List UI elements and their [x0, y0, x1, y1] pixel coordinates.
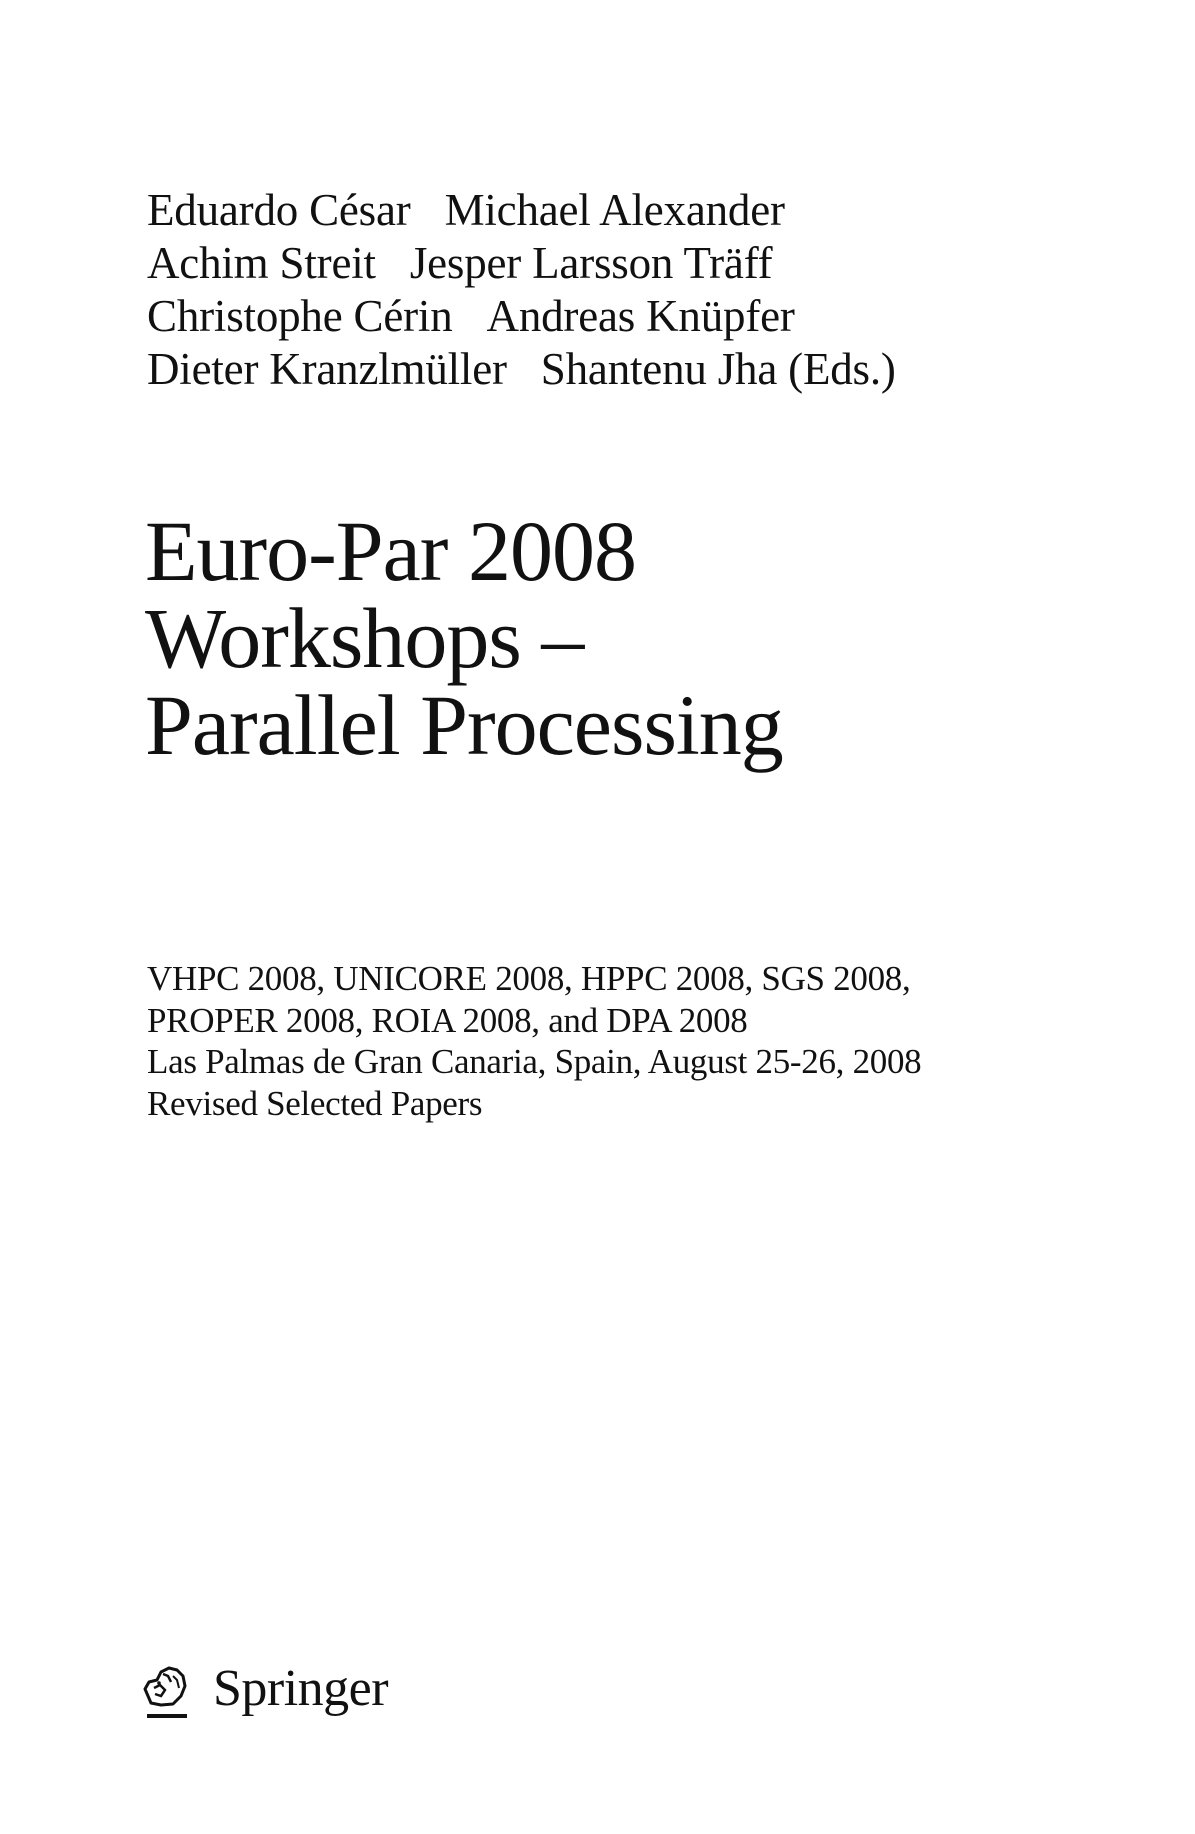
editor-name: Michael Alexander: [444, 185, 785, 235]
book-subtitle: [147, 958, 1157, 1124]
publisher-name: Springer: [213, 1660, 389, 1717]
book-title: [145, 503, 1105, 773]
editor-name: Christophe Cérin: [147, 291, 453, 341]
book-title-line-3: Parallel Processing: [145, 677, 783, 773]
editor-name: Eduardo César: [147, 185, 411, 235]
subtitle-line-4: Revised Selected Papers: [147, 1083, 483, 1123]
editor-name: Dieter Kranzlmüller: [147, 344, 507, 394]
book-title-line-2: Workshops –: [145, 590, 584, 686]
book-title-line-1: Euro-Par 2008: [145, 503, 636, 599]
springer-horse-logo-icon: [137, 1658, 199, 1720]
subtitle-line-2: PROPER 2008, ROIA 2008, and DPA 2008: [147, 1000, 748, 1040]
subtitle-line-1: VHPC 2008, UNICORE 2008, HPPC 2008, SGS 2008,: [147, 959, 911, 998]
editor-name: Andreas Knüpfer: [486, 291, 795, 341]
editor-line-3: [147, 290, 1047, 343]
editor-name: Achim Streit: [147, 238, 376, 288]
publisher-imprint: [137, 1658, 388, 1720]
subtitle-line-3: Las Palmas de Gran Canaria, Spain, August 25-26, 2008: [147, 1042, 922, 1081]
editor-name: Shantenu Jha (Eds.): [540, 344, 896, 394]
editor-name: Jesper Larsson Träff: [409, 238, 773, 288]
editor-line-4: [147, 343, 1047, 396]
editor-line-2: [147, 237, 1047, 290]
editor-line-1: [147, 184, 1047, 237]
editors-block: [147, 184, 1047, 396]
